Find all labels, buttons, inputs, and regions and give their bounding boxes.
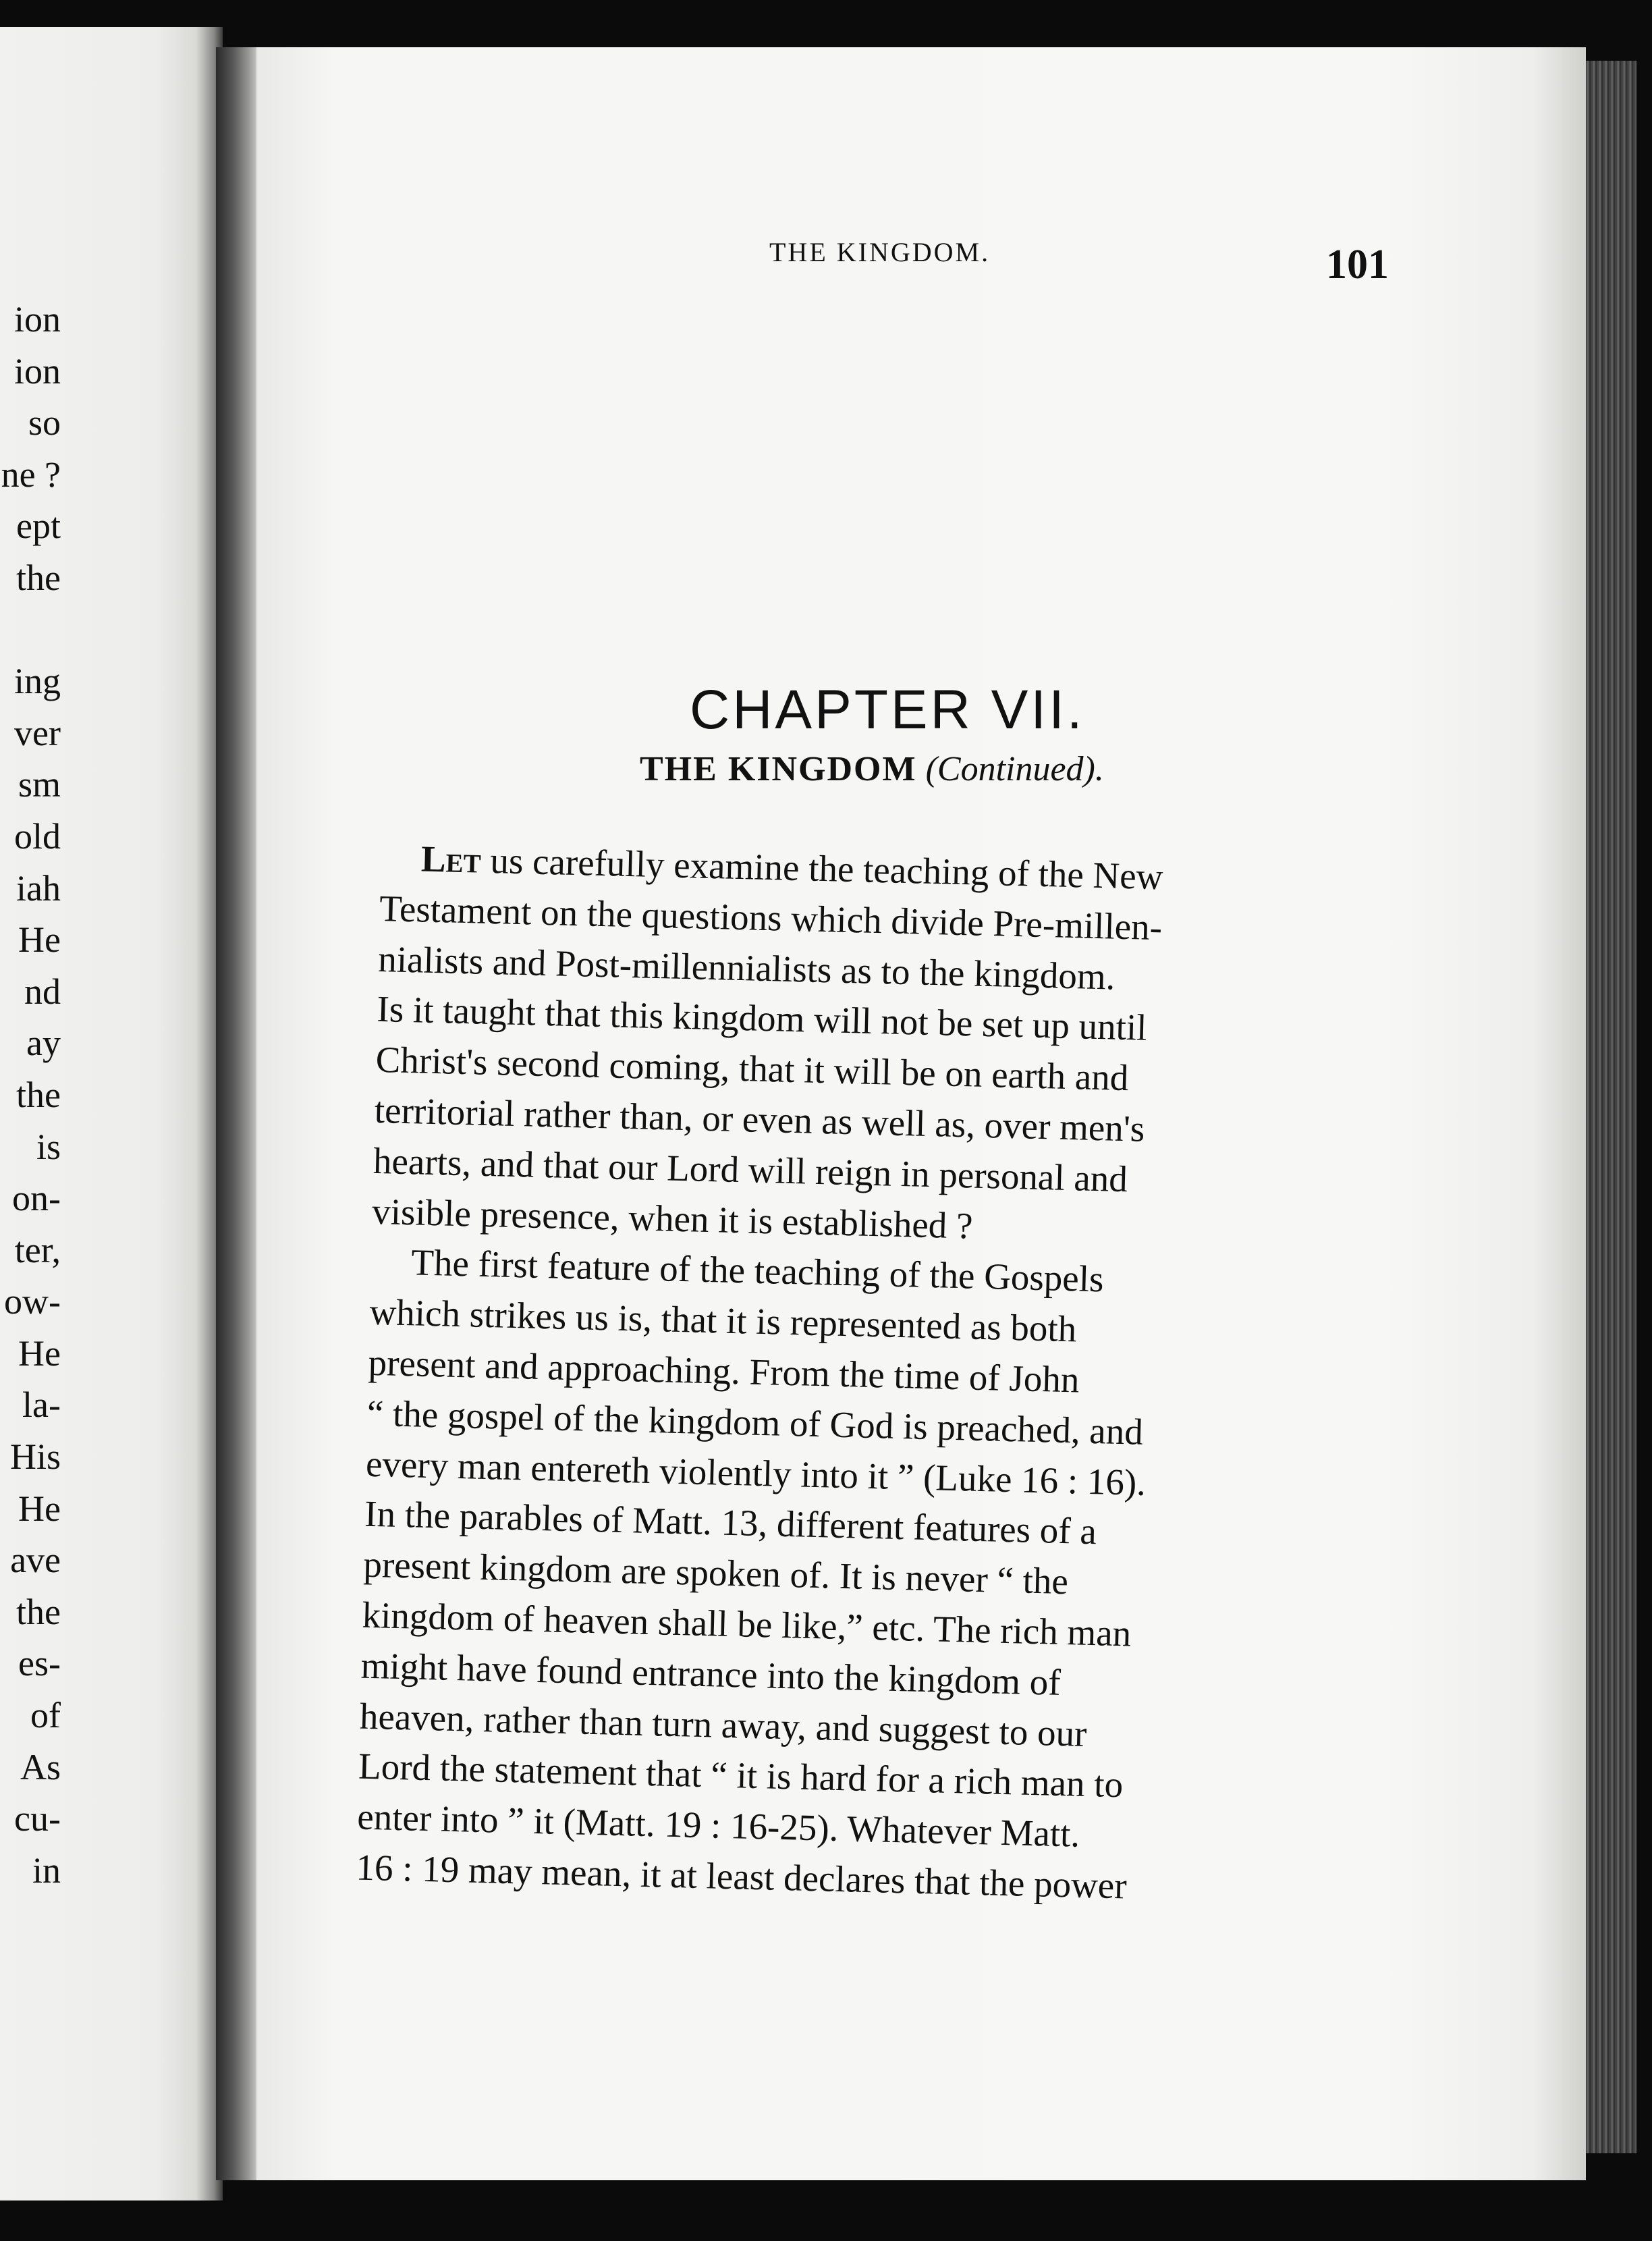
chapter-subtitle xyxy=(640,749,1104,789)
body-line: might have found entrance into the kingdom of xyxy=(360,1644,1062,1703)
body-line: nialists and Post-millennialists as to the kingdom. xyxy=(377,938,1116,998)
previous-page-text-fragments xyxy=(0,294,61,1896)
left-line: ow- xyxy=(4,1281,61,1322)
body-line: every man entereth violently into it ” (Luke 16 : 16). xyxy=(365,1442,1147,1503)
left-line: ave xyxy=(10,1540,61,1581)
body-line: Christ's second coming, that it will be on earth and xyxy=(375,1039,1130,1099)
left-line: ion xyxy=(13,299,61,340)
running-head: THE KINGDOM. xyxy=(769,237,991,267)
left-line: in xyxy=(32,1850,61,1891)
left-line: His xyxy=(9,1436,61,1478)
left-line: ept xyxy=(16,506,61,547)
left-line: iah xyxy=(16,867,61,909)
left-line: the xyxy=(16,1591,61,1632)
chapter-subtitle-continued: (Continued). xyxy=(925,750,1104,788)
left-line: ne ? xyxy=(1,454,61,495)
left-line: ion xyxy=(13,350,61,392)
left-line xyxy=(0,604,61,656)
body-line: territorial rather than, or even as well as, over men's xyxy=(374,1089,1145,1150)
left-line: ver xyxy=(14,712,61,753)
body-line: “ the gospel of the kingdom of God is preached, and xyxy=(366,1392,1144,1453)
body-line: visible presence, when it is established ? xyxy=(371,1190,974,1247)
previous-page xyxy=(0,27,223,2200)
page-stack-edge xyxy=(1586,61,1636,2153)
left-line: old xyxy=(13,815,61,857)
left-line: the xyxy=(16,1074,61,1115)
body-line: heaven, rather than turn away, and suggest to our xyxy=(359,1695,1088,1754)
left-line: on- xyxy=(12,1178,61,1219)
left-line: es- xyxy=(18,1643,61,1684)
body-line: Testament on the questions which divide Pre-millen- xyxy=(379,887,1163,948)
body-line: present kingdom are spoken of. It is never “ the xyxy=(362,1543,1069,1602)
body-line-rest: us carefully examine the teaching of the New xyxy=(480,839,1164,898)
chapter-subtitle-label: THE KINGDOM xyxy=(640,750,917,788)
body-line: which strikes us is, that it is represented as both xyxy=(368,1291,1077,1350)
left-line: ter, xyxy=(14,1229,61,1270)
body-line: present and approaching. From the time of John xyxy=(368,1341,1080,1401)
body-line: hearts, and that our Lord will reign in personal and xyxy=(373,1139,1128,1199)
left-line: the xyxy=(16,557,61,598)
left-line: ing xyxy=(13,661,61,702)
paragraph-lead-word: Let xyxy=(420,838,482,881)
left-line: is xyxy=(36,1126,61,1167)
left-line: nd xyxy=(24,971,61,1012)
left-line: As xyxy=(20,1746,61,1787)
left-line: sm xyxy=(18,764,61,805)
left-line: He xyxy=(18,1488,61,1529)
chapter-title: CHAPTER VII. xyxy=(690,678,1085,740)
left-line: He xyxy=(18,1332,61,1374)
body-text xyxy=(356,833,1360,1917)
left-line: so xyxy=(28,402,61,443)
body-line: Lord the statement that “ it is hard for a rich man to xyxy=(358,1745,1124,1806)
left-line: la- xyxy=(22,1384,61,1426)
left-line: ay xyxy=(26,1023,61,1064)
left-line: of xyxy=(30,1695,61,1736)
body-line: The first feature of the teaching of the Gospels xyxy=(410,1241,1105,1300)
body-line: enter into ” it (Matt. 19 : 16-25). Whatever Matt. xyxy=(356,1796,1080,1855)
left-line: He xyxy=(18,919,61,961)
body-line: kingdom of heaven shall be like,” etc. The rich man xyxy=(361,1594,1132,1654)
left-line: cu- xyxy=(14,1798,61,1839)
page-number: 101 xyxy=(1326,242,1389,288)
body-line: In the parables of Matt. 13, different features of a xyxy=(364,1493,1097,1552)
body-line: Is it taught that this kingdom will not be set up until xyxy=(376,988,1148,1049)
body-line: 16 : 19 may mean, it at least declares that the power xyxy=(355,1846,1128,1907)
